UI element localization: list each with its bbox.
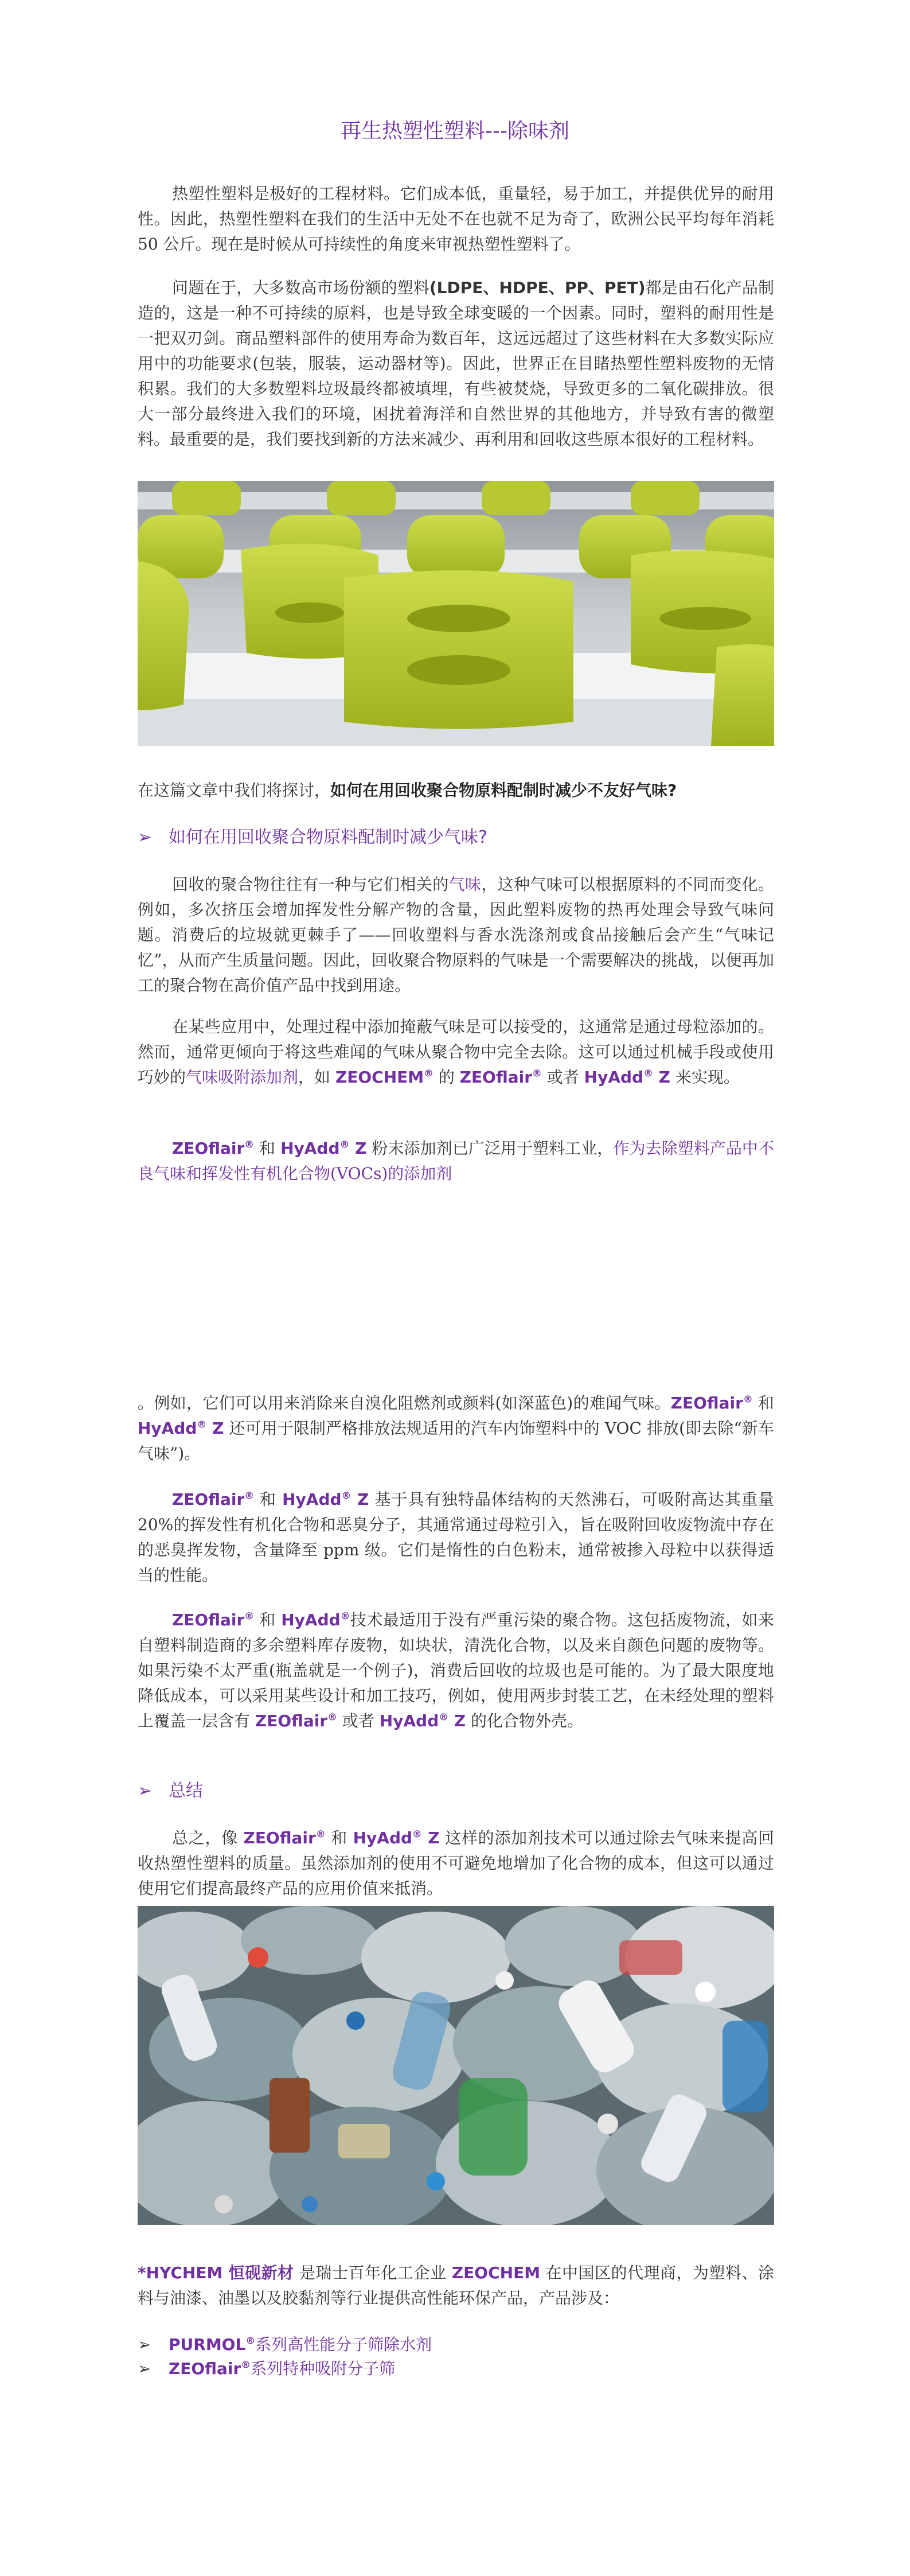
text-run: 和 xyxy=(254,1139,281,1158)
text-run: 基于具有独特晶体结构的天然沸石，可吸附高达其重量 20%的挥发性有机化合物和恶臭分子，其通常通过母粒引入，旨在吸附回收废物流中存在的恶臭挥发物，含量降至 ppm 级。它们是惰性的白色粉末，通常被掺入母粒中以获得适当的性能。 xyxy=(138,1490,774,1585)
registered-mark: ® xyxy=(197,1418,207,1430)
arrow-bullet-icon: ➢ xyxy=(138,827,153,847)
brand-hyadd: HyAdd xyxy=(379,1711,439,1730)
page-title: 再生热塑性塑料---除味剂 xyxy=(341,119,569,143)
text-run: 来实现。 xyxy=(670,1068,740,1087)
plastic-waste-photo xyxy=(138,1906,774,2225)
text-run: 这样的添加剂技术可以通过除去气味来提高回收热塑性塑料的质量。虽然添加剂的使用不可避免地增加了化合物的成本，但这可以通过使用它们提高最终产品的应用价值来抵消。 xyxy=(138,1828,774,1898)
brand-zeoflair: ZEOflair xyxy=(255,1711,328,1730)
brand-suffix: Z xyxy=(653,1068,670,1087)
intro-paragraph xyxy=(138,181,774,257)
registered-mark: ® xyxy=(244,1610,255,1622)
registered-mark: ® xyxy=(743,1393,753,1405)
text-run: 粉末添加剂已广泛用于塑料工业， xyxy=(366,1139,614,1158)
registered-mark: ® xyxy=(241,2359,251,2371)
additives-paragraph-start xyxy=(138,1136,774,1186)
text-run: 问题在于，大多数高市场份额的塑料 xyxy=(172,278,429,297)
paragraph-text: 热塑性塑料是极好的工程材料。它们成本低，重量轻，易于加工，并提供优异的耐用性。因此，热塑性塑料在我们的生活中无处不在也就不足为奇了，欧洲公民平均每年消耗 50 公斤。现在是时候从可持续性的角度来审视热塑性塑料了。 xyxy=(138,184,774,254)
highlight-odor: 气味 xyxy=(448,875,482,894)
text-run: 和 xyxy=(254,1610,282,1629)
text-run: 技术最适用于没有严重污染的聚合物。这包括废物流，如来自塑料制造商的多余塑料库存废物，如块状，清洗化合物，以及来自颜色问题的废物等。如果污染不太严重(瓶盖就是一个例子)，消费后回收的垃圾也是可能的。为了最大限度地降低成本，可以采用某些设计和加工技巧，例如，使用两步封装工艺，在未经处理的塑料上覆盖一层含有 xyxy=(138,1610,774,1730)
list-item-text: 系列高性能分子筛除水剂 xyxy=(255,2335,432,2354)
plastic-waste-illustration xyxy=(138,1906,774,2225)
text-run: 和 xyxy=(325,1828,353,1847)
list-item-text: 系列特种吸附分子筛 xyxy=(251,2359,396,2378)
text-run: ，如 xyxy=(298,1068,335,1087)
registered-mark: ® xyxy=(412,1828,422,1840)
brand-suffix: Z xyxy=(349,1139,367,1158)
brand-hyadd: HyAdd xyxy=(280,1139,340,1158)
plastics-list: (LDPE、HDPE、PP、PET) xyxy=(429,278,646,297)
text-run: 还可用于限制严格排放法规适用的汽车内饰塑料中的 VOC 排放(即去除“新车气味”)。 xyxy=(138,1419,774,1463)
brand-hyadd: HyAdd xyxy=(584,1068,644,1087)
company-paragraph xyxy=(138,2260,774,2311)
brand-zeoflair: ZEOflair xyxy=(670,1394,743,1412)
brand-zeoflair: ZEOflair xyxy=(172,1490,245,1509)
intro-question xyxy=(138,778,774,803)
product-list xyxy=(138,2333,774,2381)
registered-mark: ® xyxy=(424,1067,433,1079)
heading-text: 总结 xyxy=(169,1781,203,1801)
brand-zeoflair: ZEOflair xyxy=(459,1068,533,1087)
brand-zeochem: ZEOCHEM xyxy=(451,2263,541,2282)
text-run: ，这种气味可以根据原料的不同而变化。例如，多次挤压会增加挥发性分解产物的含量，因此塑料废物的热再处理会导致气味问题。消费后的垃圾就更棘手了——回收塑料与香水洗涤剂或食品接触后会产生“气味记忆”，从而产生质量问题。因此，回收聚合物原料的气味是一个需要解决的挑战，以便再加工的聚合物在高价值产品中找到用途。 xyxy=(138,875,774,995)
text-run: 或者 xyxy=(541,1068,584,1087)
summary-paragraph xyxy=(138,1826,774,1901)
arrow-bullet-icon: ➢ xyxy=(138,2335,151,2354)
brand-suffix: Z xyxy=(206,1419,224,1438)
text-run: 的 xyxy=(433,1068,460,1087)
registered-mark: ® xyxy=(341,1489,351,1501)
list-item xyxy=(138,2333,774,2357)
brand-hyadd: HyAdd xyxy=(282,1490,342,1509)
section-heading-summary xyxy=(138,1779,774,1804)
text-run: 回收的聚合物往往有一种与它们相关的 xyxy=(172,875,449,894)
text-run: 和 xyxy=(254,1490,283,1509)
brand-hyadd: HyAdd xyxy=(138,1419,197,1438)
question-text: 如何在用回收聚合物原料配制时减少不友好气味? xyxy=(330,781,677,800)
registered-mark: ® xyxy=(340,1610,350,1622)
highlight-additive: 气味吸附添加剂 xyxy=(186,1068,299,1087)
registered-mark: ® xyxy=(315,1828,326,1840)
text-run: 和 xyxy=(752,1394,774,1412)
text-run: 在这篇文章中我们将探讨， xyxy=(138,781,331,800)
registered-mark: ® xyxy=(439,1711,449,1723)
section-heading-odor xyxy=(138,825,774,850)
additives-paragraph-end xyxy=(138,1391,774,1466)
text-run: 的化合物外壳。 xyxy=(466,1711,583,1730)
text-run: 或者 xyxy=(337,1711,380,1730)
brand-zeoflair: ZEOflair xyxy=(172,1139,245,1158)
text-run: 都是由石化产品制造的，这是一种不可持续的原料，也是导致全球变暖的一个因素。同时，塑料的耐用性是一把双刃剑。商品塑料部件的使用寿命为数百年，这远远超过了这些材料在大多数实际应用中的功能要求(包装，服装，运动器材等)。因此，世界正在目睹热塑性塑料废物的无情积累。我们的大多数塑料垃圾最终都被填埋，有些被焚烧，导致更多的二氧化碳排放。很大一部分最终进入我们的环境，困扰着海洋和自然世界的其他地方，并导致有害的微塑料。最重要的是，我们要找到新的方法来减少、再利用和回收这些原本很好的工程材料。 xyxy=(138,278,774,449)
registered-mark: ® xyxy=(245,2334,256,2347)
registered-mark: ® xyxy=(339,1138,350,1150)
problem-paragraph xyxy=(138,275,774,452)
brand-zeochem: ZEOCHEM xyxy=(335,1068,424,1087)
arrow-bullet-icon: ➢ xyxy=(138,2359,151,2378)
registered-mark: ® xyxy=(244,1138,255,1150)
zeolite-paragraph xyxy=(138,1487,774,1588)
brand-hyadd: HyAdd xyxy=(281,1610,341,1629)
application-paragraph xyxy=(138,1608,774,1734)
registered-mark: ® xyxy=(643,1067,653,1079)
masking-paragraph xyxy=(138,1014,774,1090)
registered-mark: ® xyxy=(327,1711,337,1723)
text-run: 在某些应用中，处理过程中添加掩蔽气味是可以接受的，这通常是通过母粒添加的。然而，通常更倾向于将这些难闻的气味从聚合物中完全去除。这可以通过机械手段或使用巧妙的 xyxy=(138,1017,774,1087)
heading-text: 如何在用回收聚合物原料配制时减少气味? xyxy=(169,827,487,847)
highlight-voc-purpose: 作为去除塑料产品中不良气味和挥发性有机化合物(VOCs)的添加剂 xyxy=(138,1139,774,1183)
brand-suffix: Z xyxy=(351,1490,369,1509)
brand-zeoflair: ZEOflair xyxy=(169,2359,241,2378)
odor-paragraph xyxy=(138,872,774,998)
text-run: 。例如，它们可以用来消除来自溴化阻燃剂或颜料(如深蓝色)的难闻气味。 xyxy=(138,1394,671,1412)
brand-suffix: Z xyxy=(448,1711,466,1730)
text-run: 在中国区的代理商，为塑料、涂料与油漆、油墨以及胶黏剂等行业提供高性能环保产品，产品涉及： xyxy=(138,2263,774,2307)
brand-suffix: Z xyxy=(421,1828,440,1847)
arrow-bullet-icon: ➢ xyxy=(138,1781,153,1801)
text-run: 总之，像 xyxy=(172,1828,244,1847)
list-item xyxy=(138,2357,774,2381)
company-name: *HYCHEM 恒砚新材 xyxy=(138,2263,294,2282)
chairs-photo xyxy=(138,481,774,746)
brand-hyadd: HyAdd xyxy=(353,1828,413,1847)
brand-purmol: PURMOL xyxy=(169,2335,246,2354)
brand-zeoflair: ZEOflair xyxy=(243,1828,316,1847)
brand-zeoflair: ZEOflair xyxy=(172,1610,245,1629)
registered-mark: ® xyxy=(244,1489,255,1501)
text-run: 是瑞士百年化工企业 xyxy=(294,2263,452,2282)
chairs-illustration xyxy=(138,481,774,746)
registered-mark: ® xyxy=(532,1067,542,1079)
